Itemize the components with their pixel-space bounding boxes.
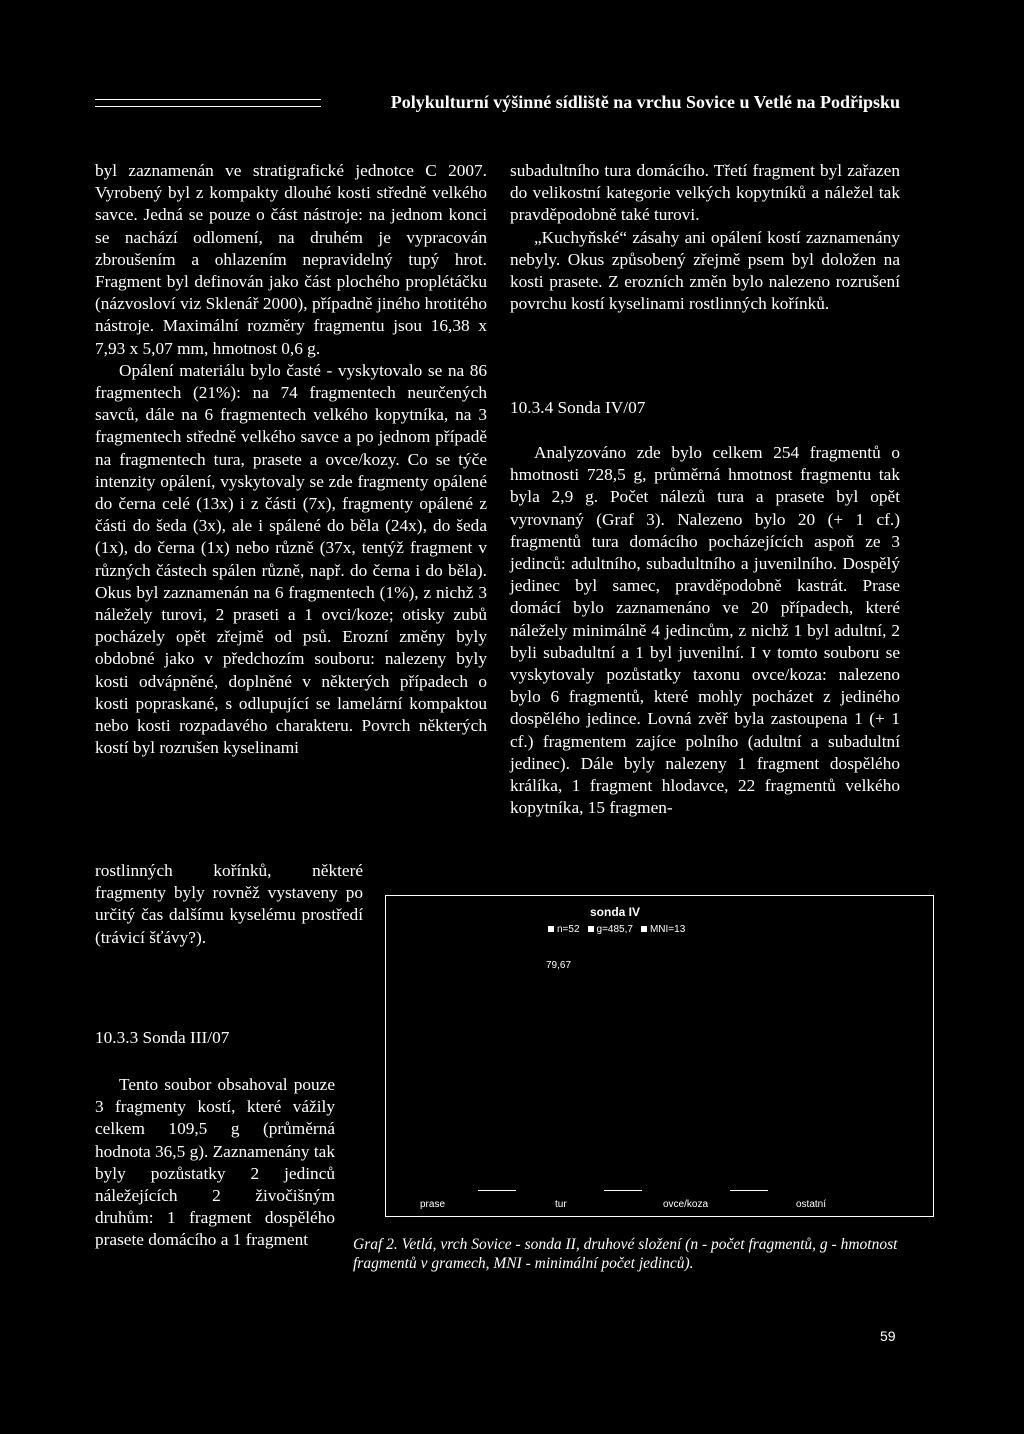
left-column-narrow [95,860,363,949]
paragraph: Tento soubor obsahoval pouze 3 fragmenty kostí, které vážily celkem 109,5 g (průměrná hodnota 36,5 g). Zaznamenány tak byly pozůstatky 2 jedinců náležejících 2 živočišným druhům: 1 fragment dospělého prasete domácího a 1 fragment [95,1075,335,1250]
chart-legend [548,924,685,935]
paragraph: subadultního tura domácího. Třetí fragment byl zařazen do velikostní kategorie velkých kopytníků a náležel tak pravděpodobně také turovi. [510,161,900,225]
data-label: 79,67 [546,960,572,971]
right-column-lower [510,442,900,819]
legend-swatch [641,926,647,932]
section-heading: 10.3.4 Sonda IV/07 [510,398,646,417]
left-column [95,160,487,759]
legend-item: n=52 [548,924,580,935]
legend-item: MNI=13 [641,924,685,935]
section-heading: 10.3.3 Sonda III/07 [95,1028,230,1047]
category-label: tur [555,1199,567,1210]
category-label: ovce/koza [663,1199,709,1210]
header-rule [95,106,321,107]
bar-baseline [604,1190,642,1191]
category-label: prase [420,1199,446,1210]
chart-title: sonda IV [590,905,641,919]
paragraph: byl zaznamenán ve stratigrafické jednotce C 2007. Vyrobený byl z kompakty dlouhé kosti středně velkého savce. Jedná se pouze o část nástroje: na jednom konci se nachází odlomení, na druhém je vypracován zbroušením a ohlazením nepravidelný tupý hrot. Fragment byl definován jako část plochého proplétáčku (názvosloví viz Sklenář 2000), případně jiného hrotitého nástroje. Maximální rozměry fragmentu jsou 16,38 x 7,93 x 5,07 mm, hmotnost 0,6 g. [95,161,487,358]
bar-baseline [730,1190,768,1191]
category-label: ostatní [796,1199,827,1210]
paragraph: Analyzováno zde bylo celkem 254 fragmentů o hmotnosti 728,5 g, průměrná hmotnost fragmentu tak byla 2,9 g. Počet nálezů tura a prasete byl opět vyrovnaný (Graf 3). Nalezeno bylo 20 (+ 1 cf.) fragmentů tura domácího pocházejících aspoň ze 3 jedinců: adultního, subadultního a juvenilního. Dospělý jedinec byl samec, pravděpodobně kastrát. Prase domácí bylo zaznamenáno ve 20 případech, které náležely minimálně 4 jedincům, z nichž 1 byl adultní, 2 byli subadultní a 1 byl juvenilní. I v tomto souboru se vyskytovaly pozůstatky taxonu ovce/koza: nalezeno bylo 6 fragmentů, které mohly pocházet z jediného dospělého jedince. Lovná zvěř byla zastoupena 1 (+ 1 cf.) fragmentem zajíce polního (adultní a subadultní jedinec). Dále byly nalezeny 1 fragment dospělého králíka, 1 fragment hlodavce, 22 fragmentů velkého kopytníka, 15 fragmen- [510,443,900,818]
bar-baseline [478,1190,516,1191]
chart-frame [385,895,934,1217]
figure-caption: Graf 2. Vetlá, vrch Sovice - sonda II, druhové složení (n - počet fragmentů, g - hmotnost fragmentů v gramech, MNI - minimální počet jedinců). [353,1236,898,1272]
page-number: 59 [880,1328,896,1344]
paragraph: rostlinných kořínků, některé fragmenty byly rovněž vystaveny po určitý čas dalšímu kyselému prostředí (trávicí šťávy?). [95,861,363,947]
running-header: Polykulturní výšinné sídliště na vrchu Sovice u Vetlé na Podřipsku [390,92,900,112]
left-column-bottom [95,1074,335,1252]
legend-swatch [588,926,594,932]
paragraph: „Kuchyňské“ zásahy ani opálení kostí zaznamenány nebyly. Okus způsobený zřejmě psem byl doložen na kosti prasete. Z erozních změn bylo nalezeno rozrušení povrchu kostí kyselinami rostlinných kořínků. [510,227,900,314]
legend-swatch [548,926,554,932]
header-rule [95,99,321,100]
legend-item: g=485,7 [588,924,633,935]
paragraph: Opálení materiálu bylo časté - vyskytovalo se na 86 fragmentech (21%): na 74 fragmentech neurčených savců, dále na 6 fragmentech velkého kopytníka, na 3 fragmentech středně velkého savce a po jednom případě na fragmentech tura, prasete a ovce/kozy. Co se týče intenzity opálení, vyskytovaly se zde fragmenty opálené do černa celé (13x) i z části (7x), fragmenty opálené z části do šeda (3x), ale i spálené do běla (24x), do šeda (1x), do černa (1x) nebo různě (37x, tentýž fragment v různých částech spálen různě, např. do černa i do běla). Okus byl zaznamenán na 6 fragmentech (1%), z nichž 3 náležely turovi, 2 praseti a 1 ovci/koze; otisky zubů pocházely opět zřejmě od psů. Erozní změny byly obdobné jako v předchozím souboru: nalezeny byly kosti odvápněné, doplněné v některých případech o kosti popraskané, s odlupující se lamelární kompaktou nebo kosti rozpadavého charakteru. Povrch některých kostí byl rozrušen kyselinami [95,360,487,758]
right-column [510,160,900,315]
